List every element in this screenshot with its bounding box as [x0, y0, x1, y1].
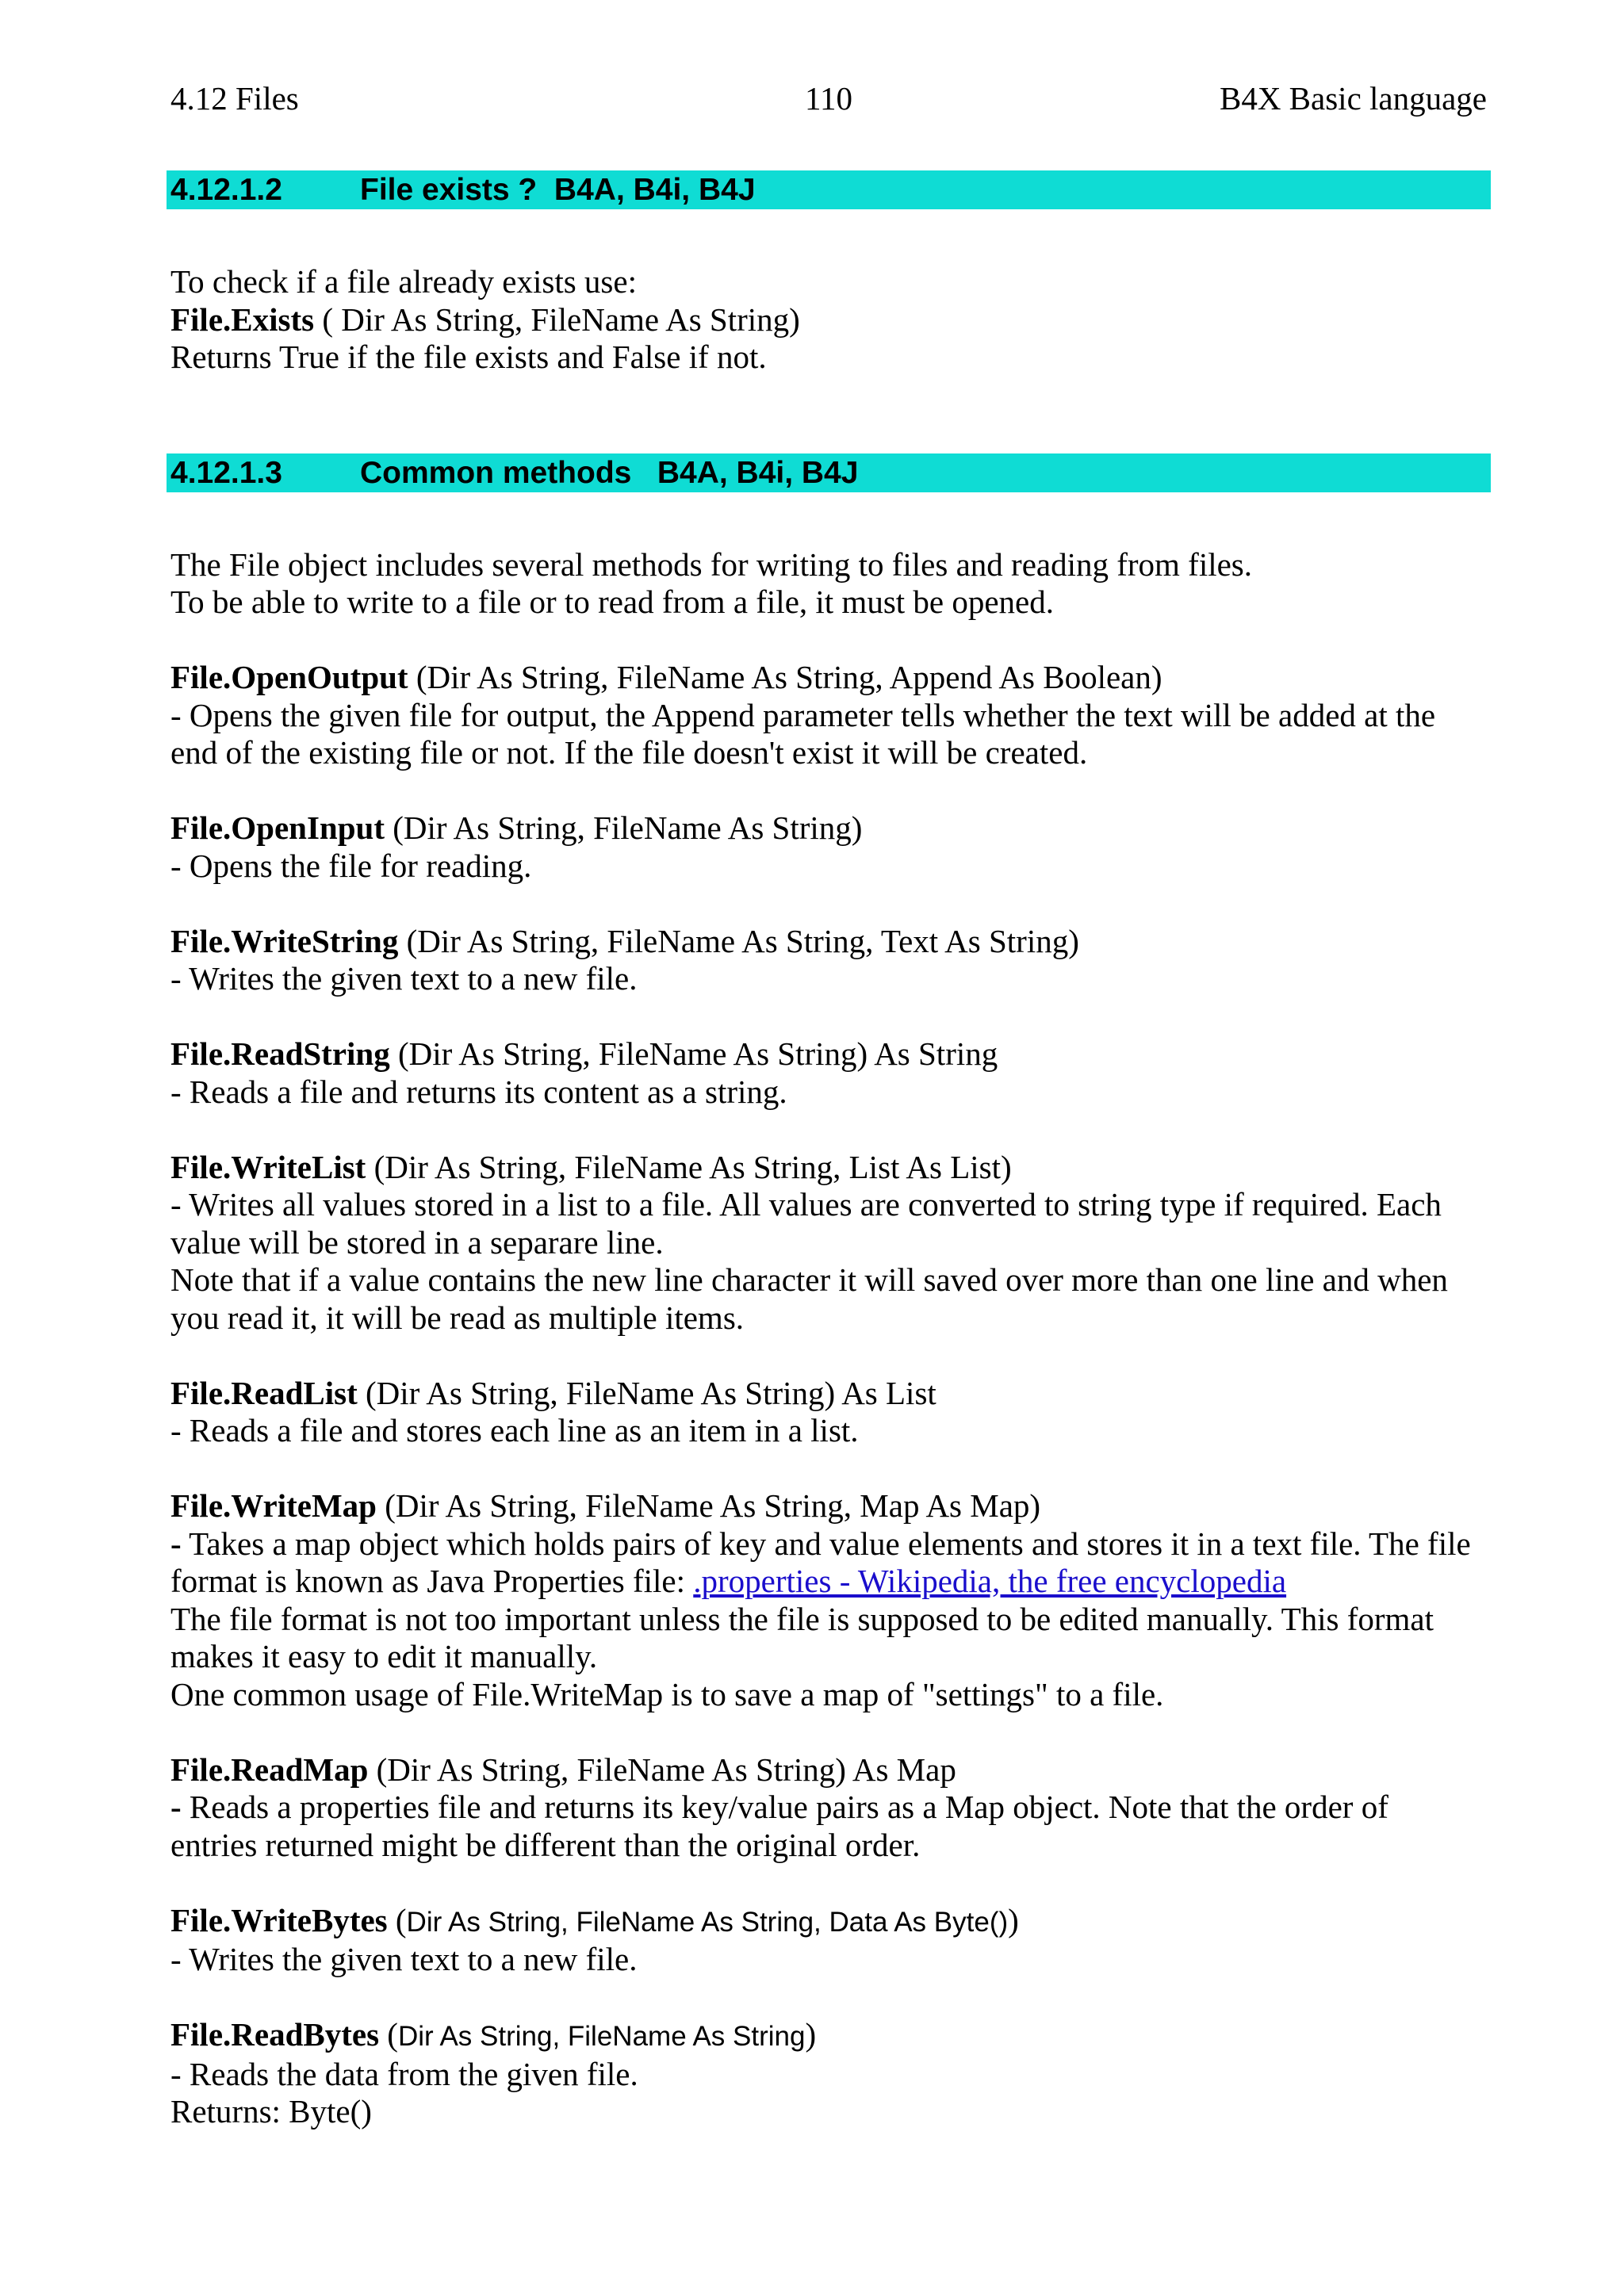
method-name: File.ReadString [170, 1035, 390, 1072]
method-name: File.Exists [170, 300, 315, 338]
method-description: you read it, it will be read as multiple items. [170, 1299, 745, 1336]
method-name: File.OpenInput [170, 809, 385, 846]
description-text: Reads a properties file and returns its key/value pairs as a Map object. Note that the order of [181, 1789, 1388, 1825]
method-description: - Reads a file and returns its content as a string. [170, 1073, 787, 1110]
method-description: - Opens the given file for output, the Append parameter tells whether the text will be added at the [170, 696, 1436, 733]
method-signature [170, 301, 1491, 339]
method-name: File.OpenOutput [170, 659, 408, 695]
method-params: (Dir As String, FileName As String) [384, 809, 863, 846]
bullet-dash: - [170, 1525, 182, 1562]
method-description: end of the existing file or not. If the file doesn't exist it will be created. [170, 734, 1088, 771]
paren-open: ( [387, 1901, 407, 1938]
method-signature [170, 1035, 1491, 1073]
method-name: File.WriteList [170, 1148, 366, 1185]
method-params: Dir As String, FileName As String, Data As Byte() [406, 1906, 1009, 1938]
bullet-dash: - [170, 1789, 182, 1825]
method-description [170, 1525, 1491, 1563]
method-name: File.WriteString [170, 922, 399, 959]
paren-close: ) [805, 2016, 817, 2053]
header-section-title: 4.12 Files [170, 80, 299, 117]
section-title: File exists ? B4A, B4i, B4J [360, 173, 756, 207]
method-description [170, 1563, 1491, 1601]
method-params: (Dir As String, FileName As String) As List [357, 1374, 936, 1411]
section-heading-common-methods [167, 453, 1491, 492]
method-params: (Dir As String, FileName As String, Text As String) [398, 922, 1079, 959]
page-content [170, 170, 1491, 2131]
section-number: 4.12.1.2 [170, 173, 282, 207]
method-name: File.WriteMap [170, 1487, 377, 1524]
method-returns: Returns: Byte() [170, 2093, 372, 2130]
section-heading-file-exists [167, 170, 1491, 209]
method-name: File.ReadList [170, 1374, 358, 1411]
method-signature [170, 2016, 1491, 2056]
method-signature [170, 809, 1491, 848]
method-description: The file format is not too important unless the file is supposed to be edited manually. This format [170, 1600, 1434, 1637]
method-description: value will be stored in a separare line. [170, 1223, 664, 1261]
section-title: Common methods B4A, B4i, B4J [360, 455, 859, 490]
method-signature [170, 1149, 1491, 1187]
method-signature [170, 1487, 1491, 1525]
method-signature [170, 1751, 1491, 1789]
method-description: - Writes the given text to a new file. [170, 960, 638, 997]
method-description: makes it easy to edit it manually. [170, 1638, 598, 1674]
method-description [170, 1789, 1491, 1827]
method-signature [170, 1902, 1491, 1942]
method-description: Note that if a value contains the new line character it will saved over more than one line and when [170, 1261, 1448, 1298]
method-description: - Opens the file for reading. [170, 847, 532, 884]
method-signature [170, 659, 1491, 697]
running-header [170, 76, 1487, 121]
header-book-title: B4X Basic language [1219, 80, 1487, 117]
file-exists-paragraph [170, 263, 1491, 377]
method-params: (Dir As String, FileName As String, List As List) [366, 1148, 1012, 1185]
paren-close: ) [1008, 1901, 1019, 1938]
intro-line: The File object includes several methods for writing to files and reading from files. [170, 545, 1253, 583]
method-params: ( Dir As String, FileName As String) [314, 300, 800, 338]
method-description: - Writes the given text to a new file. [170, 1941, 638, 1977]
method-signature [170, 1375, 1491, 1413]
description-text: Takes a map object which holds pairs of key and value elements and stores it in a text file. The file [181, 1525, 1471, 1562]
method-params: (Dir As String, FileName As String) As Map [368, 1751, 956, 1788]
returns-text: Returns True if the file exists and False if not. [170, 339, 767, 375]
method-name: File.ReadMap [170, 1751, 369, 1788]
method-params: Dir As String, FileName As String [397, 2021, 806, 2052]
intro-text: To check if a file already exists use: [170, 263, 637, 300]
method-signature [170, 923, 1491, 961]
intro-line: To be able to write to a file or to read from a file, it must be opened. [170, 584, 1055, 620]
method-params: (Dir As String, FileName As String, Map As Map) [376, 1487, 1041, 1524]
method-description: entries returned might be different than the original order. [170, 1826, 921, 1863]
description-text: format is known as Java Properties file: [170, 1563, 694, 1599]
method-description: - Reads the data from the given file. [170, 2055, 638, 2092]
method-name: File.ReadBytes [170, 2016, 380, 2053]
paren-open: ( [379, 2016, 398, 2053]
method-description: - Writes all values stored in a list to a file. All values are converted to string type if required. Each [170, 1186, 1442, 1223]
method-params: (Dir As String, FileName As String) As String [389, 1035, 998, 1072]
common-methods-intro [170, 546, 1491, 2131]
page-number: 110 [805, 80, 852, 117]
method-description: - Reads a file and stores each line as an item in a list. [170, 1412, 859, 1448]
method-description: One common usage of File.WriteMap is to save a map of "settings" to a file. [170, 1675, 1164, 1712]
wikipedia-properties-link[interactable]: .properties - Wikipedia, the free encyclopedia [693, 1563, 1287, 1599]
method-name: File.WriteBytes [170, 1901, 388, 1938]
section-number: 4.12.1.3 [170, 455, 282, 490]
method-params: (Dir As String, FileName As String, Append As Boolean) [408, 659, 1162, 695]
